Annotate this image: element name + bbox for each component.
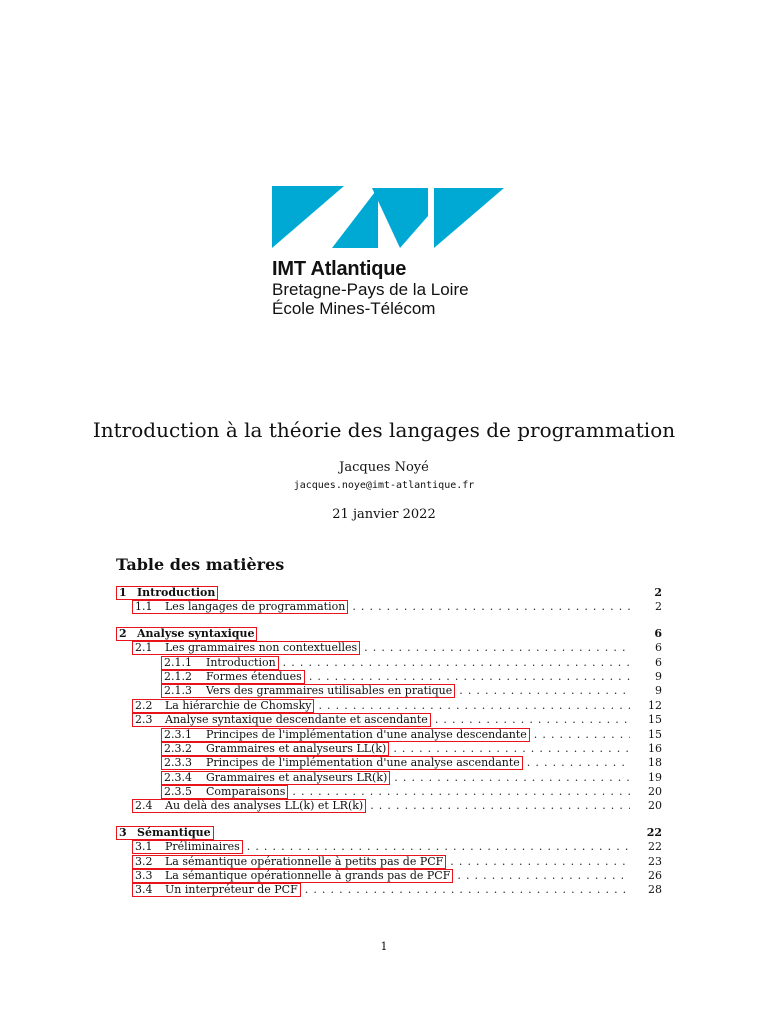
toc-leader-dots: [389, 742, 630, 756]
toc-number: 3.2: [135, 854, 153, 868]
toc-label: La hiérarchie de Chomsky: [165, 698, 312, 712]
logo-subtitle-2: École Mines-Télécom: [272, 299, 436, 318]
toc-number: 2.3.3: [164, 756, 192, 770]
toc-gap: [116, 814, 662, 826]
toc-label: La sémantique opérationnelle à grands pas de PCF: [165, 869, 451, 883]
toc-label: Analyse syntaxique: [137, 626, 255, 640]
toc-label: Comparaisons: [206, 785, 286, 799]
toc-page: 6: [655, 655, 662, 669]
author-name: Jacques Noyé: [339, 460, 429, 475]
toc-entry-row: [116, 855, 662, 869]
toc-label: Préliminaires: [165, 840, 240, 854]
toc-number: 3.3: [135, 869, 153, 883]
toc-link[interactable]: [132, 641, 360, 655]
toc-entry-row: [116, 699, 662, 713]
toc-section-row: [116, 826, 662, 840]
toc-number: 2.2: [135, 698, 153, 712]
toc-entry-row: [116, 785, 662, 799]
toc-page: 9: [655, 669, 662, 683]
toc-page: 2: [654, 586, 662, 599]
toc-number: 2.3.2: [164, 741, 192, 755]
toc-leader-dots: [301, 883, 630, 897]
toc-link[interactable]: [116, 826, 214, 840]
toc-leader-dots: [243, 840, 630, 854]
toc-page: 2: [655, 600, 662, 614]
toc-link[interactable]: [161, 785, 288, 799]
toc-entry-row: [116, 600, 662, 614]
toc-label: Sémantique: [137, 825, 211, 839]
toc-number: 3: [119, 825, 127, 839]
toc-entry: [116, 728, 630, 742]
toc-number: 2.3.1: [164, 727, 192, 741]
toc-entry: [116, 586, 630, 600]
toc-entry-row: [116, 670, 662, 684]
toc-link[interactable]: [161, 656, 279, 670]
toc-page: 22: [646, 825, 662, 839]
toc-number: 3.4: [135, 883, 153, 897]
toc-label: Les grammaires non contextuelles: [165, 641, 358, 655]
toc-link[interactable]: [161, 670, 305, 684]
toc-number: 1.1: [135, 600, 153, 614]
toc-leader-dots: [530, 728, 630, 742]
table-of-contents: [116, 586, 662, 898]
toc-number: 2.3: [135, 713, 153, 727]
toc-page: 18: [648, 756, 662, 770]
toc-number: 3.1: [135, 840, 153, 854]
logo: [272, 186, 508, 320]
toc-leader-dots: [523, 756, 630, 770]
toc-label: Au delà des analyses LL(k) et LR(k): [165, 799, 364, 813]
toc-entry: [116, 869, 630, 883]
toc-entry: [116, 713, 630, 727]
toc-page: 22: [648, 840, 662, 854]
document-title: Introduction à la théorie des langages de programmation: [92, 418, 676, 442]
toc-link[interactable]: [132, 855, 446, 869]
imt-logo-mark: [272, 186, 508, 250]
toc-label: Vers des grammaires utilisables en pratique: [206, 684, 453, 698]
toc-page: 19: [648, 770, 662, 784]
toc-link[interactable]: [161, 756, 523, 770]
toc-entry-row: [116, 756, 662, 770]
toc-entry: [116, 600, 630, 614]
toc-label: La sémantique opérationnelle à petits pas de PCF: [165, 854, 444, 868]
toc-link[interactable]: [132, 883, 301, 897]
toc-heading: Table des matières: [116, 555, 285, 574]
toc-page: 6: [654, 626, 662, 640]
toc-entry: [116, 840, 630, 854]
toc-label: Un interpréteur de PCF: [165, 883, 298, 897]
toc-entry: [116, 684, 630, 698]
toc-link[interactable]: [161, 728, 530, 742]
toc-page: 15: [648, 713, 662, 727]
toc-leader-dots: [279, 656, 630, 670]
toc-entry-row: [116, 728, 662, 742]
toc-gap: [116, 615, 662, 627]
toc-entry-row: [116, 869, 662, 883]
toc-number: 2.4: [135, 799, 153, 813]
toc-entry-row: [116, 883, 662, 897]
toc-label: Introduction: [206, 655, 276, 669]
toc-label: Introduction: [137, 586, 216, 599]
toc-leader-dots: [360, 641, 630, 655]
toc-page: 16: [648, 741, 662, 755]
toc-link[interactable]: [132, 799, 366, 813]
toc-link[interactable]: [116, 627, 257, 641]
toc-entry: [116, 670, 630, 684]
toc-entry-row: [116, 799, 662, 813]
toc-leader-dots: [453, 869, 630, 883]
toc-label: Analyse syntaxique descendante et ascendante: [165, 713, 428, 727]
toc-leader-dots: [431, 713, 630, 727]
toc-entry-row: [116, 684, 662, 698]
toc-number: 2.1.1: [164, 655, 192, 669]
toc-entry: [116, 699, 630, 713]
toc-entry-row: [116, 656, 662, 670]
logo-subtitle-1: Bretagne-Pays de la Loire: [272, 280, 469, 299]
logo-shape-1: [272, 186, 344, 248]
toc-link[interactable]: [132, 699, 314, 713]
toc-leader-dots: [446, 855, 630, 869]
toc-label: Les langages de programmation: [165, 600, 346, 614]
toc-label: Formes étendues: [206, 669, 302, 683]
toc-number: 2.1: [135, 641, 153, 655]
toc-entry: [116, 883, 630, 897]
logo-shape-4: [434, 188, 504, 248]
toc-page: 20: [648, 799, 662, 813]
toc-label: Principes de l'implémentation d'une analyse ascendante: [206, 756, 520, 770]
toc-entry: [116, 627, 630, 641]
toc-page: 15: [648, 727, 662, 741]
toc-entry: [116, 641, 630, 655]
toc-link[interactable]: [116, 586, 218, 600]
author-email[interactable]: jacques.noye@imt-atlantique.fr: [293, 480, 475, 491]
logo-name: IMT Atlantique: [272, 258, 407, 280]
toc-leader-dots: [366, 799, 630, 813]
toc-link[interactable]: [132, 840, 243, 854]
toc-number: 2: [119, 626, 127, 640]
toc-entry: [116, 756, 630, 770]
toc-link[interactable]: [132, 713, 431, 727]
toc-entry: [116, 855, 630, 869]
toc-entry: [116, 656, 630, 670]
toc-entry: [116, 785, 630, 799]
toc-label: Grammaires et analyseurs LL(k): [206, 741, 387, 755]
toc-number: 1: [119, 586, 127, 599]
toc-entry-row: [116, 771, 662, 785]
toc-leader-dots: [390, 771, 630, 785]
toc-link[interactable]: [161, 771, 390, 785]
toc-leader-dots: [314, 699, 630, 713]
toc-number: 2.3.4: [164, 770, 192, 784]
toc-leader-dots: [288, 785, 630, 799]
toc-entry-row: [116, 713, 662, 727]
toc-link[interactable]: [161, 742, 389, 756]
toc-entry-row: [116, 641, 662, 655]
toc-section-row: [116, 627, 662, 641]
toc-page: 12: [648, 698, 662, 712]
toc-entry-row: [116, 840, 662, 854]
toc-entry: [116, 771, 630, 785]
toc-link[interactable]: [161, 684, 455, 698]
logo-shape-2: [332, 188, 378, 248]
toc-number: 2.1.2: [164, 669, 192, 683]
toc-leader-dots: [455, 684, 630, 698]
toc-page: 23: [648, 854, 662, 868]
toc-number: 2.1.3: [164, 684, 192, 698]
toc-page: 6: [655, 641, 662, 655]
toc-leader-dots: [305, 670, 630, 684]
toc-entry: [116, 826, 630, 840]
toc-link[interactable]: [132, 600, 348, 614]
toc-label: Principes de l'implémentation d'une analyse descendante: [206, 727, 527, 741]
toc-number: 2.3.5: [164, 785, 192, 799]
toc-page: 28: [648, 883, 662, 897]
document-date: 21 janvier 2022: [332, 507, 436, 522]
toc-leader-dots: [348, 600, 630, 614]
toc-page: 26: [648, 869, 662, 883]
toc-entry: [116, 742, 630, 756]
toc-label: Grammaires et analyseurs LR(k): [206, 770, 388, 784]
toc-entry-row: [116, 742, 662, 756]
toc-section-row: [116, 586, 662, 600]
toc-page: 20: [648, 785, 662, 799]
toc-entry: [116, 799, 630, 813]
logo-shape-3: [372, 188, 428, 248]
page-number: 1: [380, 940, 388, 953]
toc-page: 9: [655, 684, 662, 698]
toc-link[interactable]: [132, 869, 453, 883]
